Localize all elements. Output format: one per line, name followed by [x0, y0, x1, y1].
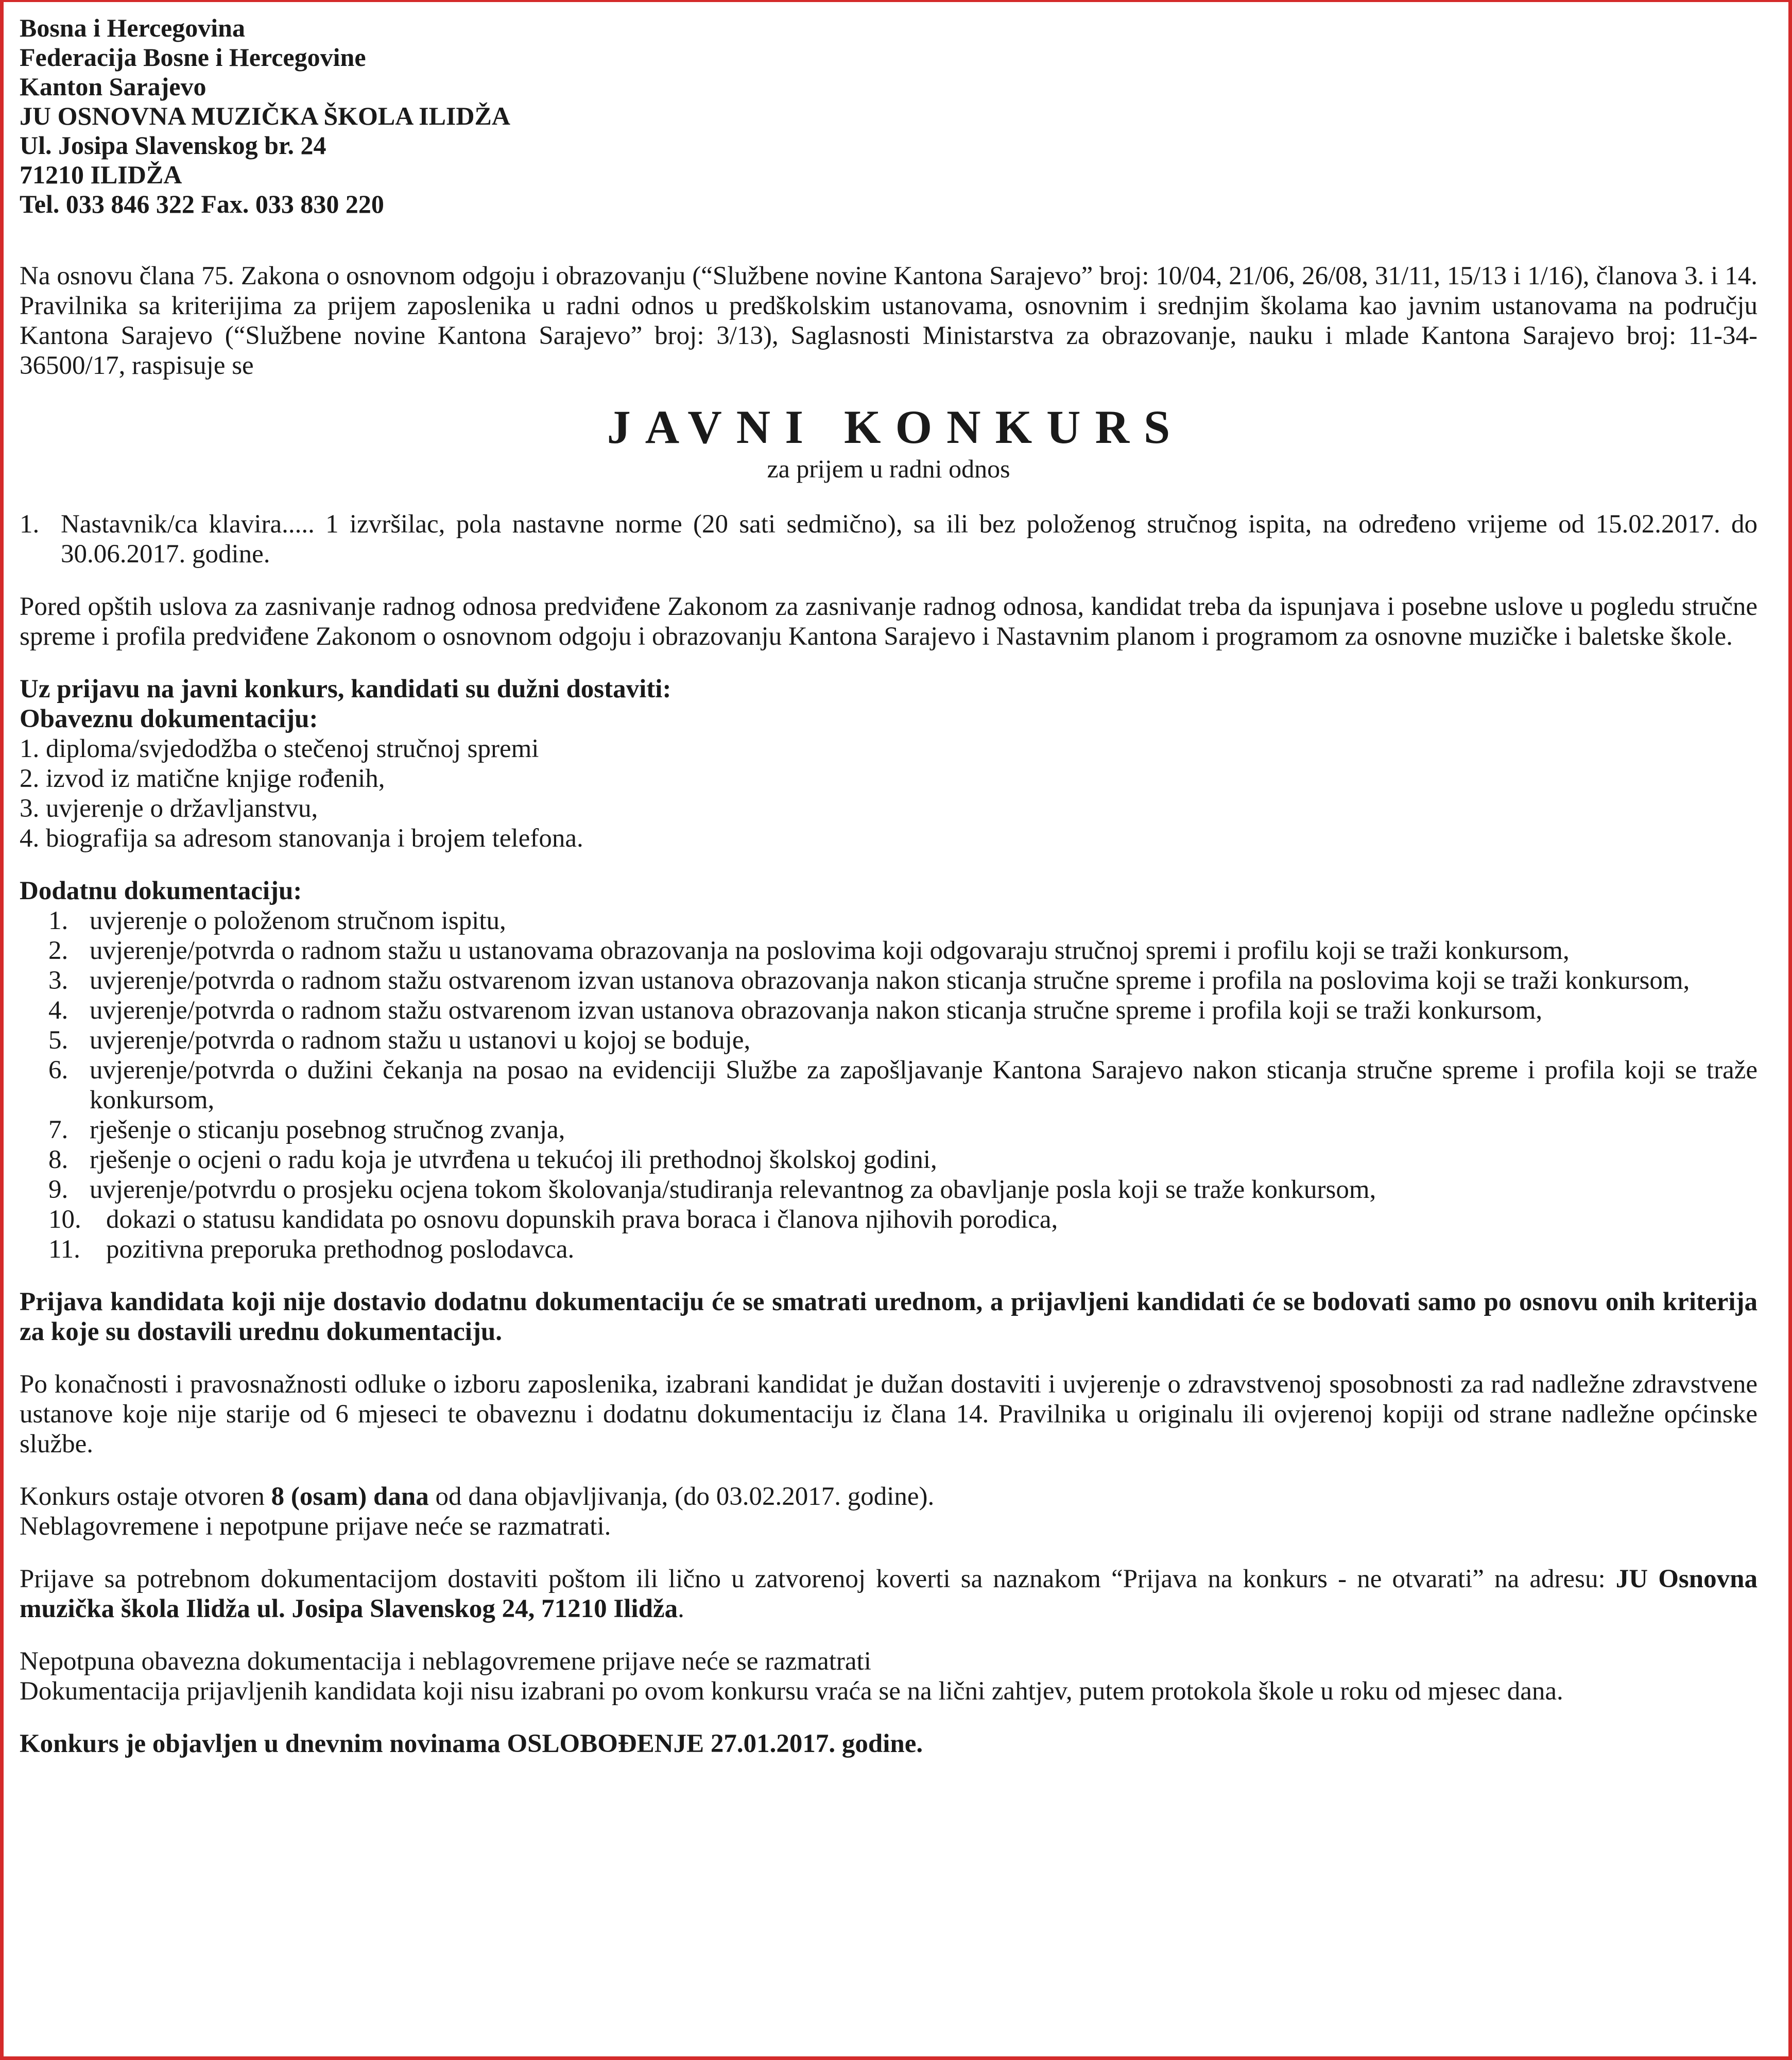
late-notice: Neblagovremene i nepotpune prijave neće se razmatrati. — [20, 1512, 611, 1541]
item-text: pozitivna preporuka prethodnog poslodavca. — [106, 1235, 575, 1264]
published-note: Konkurs je objavljen u dnevnim novinama OSLOBOĐENJE 27.01.2017. godine. — [20, 1729, 923, 1758]
final-docs-paragraph: Po konačnosti i pravosnažnosti odluke o izboru zaposlenika, izabrani kandidat je dužan dostaviti i uvjerenje o zdravstvenoj sposobnosti za rad nadležne zdravstvene ustanove koje nije starije od 6 mjeseci te obaveznu i dodatnu dokumentaciju iz člana 14. Pravilnika u originalu ili ovjerenoj kopiji od strane nadležne općinske službe. — [20, 1370, 1757, 1458]
deadline-post: od dana objavljivanja, (do 03.02.2017. godine). — [428, 1482, 935, 1511]
item-number: 7. — [48, 1115, 68, 1144]
item-text: rješenje o sticanju posebnog stručnog zvanja, — [90, 1115, 565, 1144]
item-number: 5. — [48, 1026, 68, 1055]
mandatory-heading: Obaveznu dokumentaciju: — [20, 705, 318, 733]
item-text: uvjerenje/potvrda o radnom stažu u ustanovi u kojoj se boduje, — [90, 1026, 751, 1055]
additional-item — [48, 1115, 1757, 1145]
item-number: 9. — [48, 1175, 68, 1204]
additional-item — [48, 1205, 1757, 1234]
mandatory-item: 2. izvod iz matične knjige rođenih, — [20, 764, 385, 793]
closing-line-2: Dokumentacija prijavljenih kandidata koji nisu izabrani po ovom konkursu vraća se na lični zahtjev, putem protokola škole u roku od mjesec dana. — [20, 1677, 1563, 1706]
mandatory-item: 4. biografija sa adresom stanovanja i brojem telefona. — [20, 824, 583, 853]
additional-item — [48, 1234, 1757, 1264]
additional-item — [48, 995, 1757, 1025]
deadline-pre: Konkurs ostaje otvoren — [20, 1482, 271, 1511]
header-federation: Federacija Bosne i Hercegovine — [20, 43, 366, 72]
header-city: 71210 ILIDŽA — [20, 160, 182, 189]
item-number: 1. — [48, 906, 68, 935]
item-number: 8. — [48, 1145, 68, 1174]
deadline-paragraph — [20, 1482, 1757, 1512]
item-number: 11. — [48, 1235, 80, 1264]
mandatory-item: 3. uvjerenje o državljanstvu, — [20, 794, 318, 823]
item-text: uvjerenje o položenom stručnom ispitu, — [90, 906, 506, 935]
header-street: Ul. Josipa Slavenskog br. 24 — [20, 131, 326, 160]
header-school: JU OSNOVNA MUZIČKA ŠKOLA ILIDŽA — [20, 101, 510, 130]
additional-item — [48, 1175, 1757, 1205]
item-text: uvjerenje/potvrda o radnom stažu ostvarenom izvan ustanova obrazovanja nakon sticanja stručne spreme i profila koji se traži konkursom, — [90, 996, 1543, 1025]
mandatory-list — [20, 734, 1757, 853]
item-number: 3. — [48, 966, 68, 995]
additional-item — [48, 1145, 1757, 1175]
header-phone-fax: Tel. 033 846 322 Fax. 033 830 220 — [20, 190, 384, 218]
docs-heading: Uz prijavu na javni konkurs, kandidati su dužni dostaviti: — [20, 675, 671, 703]
item-number: 4. — [48, 996, 68, 1025]
submission-post: . — [678, 1594, 684, 1623]
page-title: JAVNI KONKURS — [607, 401, 1185, 453]
position-number: 1. — [20, 510, 40, 539]
submission-pre: Prijave sa potrebnom dokumentacijom dostaviti poštom ili lično u zatvorenoj koverti sa naznakom “Prijava na konkurs - ne otvarati” na adresu: — [20, 1565, 1616, 1593]
additional-item — [48, 966, 1757, 995]
deadline-days: 8 (osam) dana — [271, 1482, 429, 1511]
position-item — [20, 509, 1757, 569]
item-text: uvjerenje/potvrda o radnom stažu ostvarenom izvan ustanova obrazovanja nakon sticanja stručne spreme i profila na poslovima koji se traži konkursom, — [90, 966, 1690, 995]
item-text: uvjerenje/potvrda o radnom stažu u ustanovama obrazovanja na poslovima koji odgovaraju stručnoj spremi i profilu koji se traži konkursom, — [90, 936, 1570, 965]
additional-list — [20, 906, 1757, 1264]
header-country: Bosna i Hercegovina — [20, 13, 245, 42]
item-text: dokazi o statusu kandidata po osnovu dopunskih prava boraca i članova njihovih porodica, — [106, 1205, 1058, 1234]
item-text: uvjerenje/potvrda o dužini čekanja na posao na evidenciji Službe za zapošljavanje Kantona Sarajevo nakon sticanja stručne spreme i profila koji se traže konkursom, — [90, 1056, 1757, 1114]
additional-item — [48, 1055, 1757, 1115]
item-number: 2. — [48, 936, 68, 965]
position-text: Nastavnik/ca klavira..... 1 izvršilac, pola nastavne norme (20 sati sedmično), sa ili bez položenog stručnog ispita, na određeno vrijeme od 15.02.2017. do 30.06.2017. godine. — [61, 510, 1757, 569]
conditions-paragraph: Pored opštih uslova za zasnivanje radnog odnosa predviđene Zakonom za zasnivanje radnog odnosa, kandidat treba da ispunjava i posebne uslove u pogledu stručne spreme i profila predviđene Zakonom o osnovnom odgoju i obrazovanju Kantona Sarajevo i Nastavnim planom i programom za osnovne muzičke i baletske škole. — [20, 592, 1757, 651]
header-canton: Kanton Sarajevo — [20, 72, 206, 101]
document — [20, 13, 1757, 1759]
additional-heading: Dodatnu dokumentaciju: — [20, 877, 302, 905]
mandatory-item: 1. diploma/svjedodžba o stečenoj stručnoj spremi — [20, 734, 539, 763]
intro-paragraph: Na osnovu člana 75. Zakona o osnovnom odgoju i obrazovanju (“Službene novine Kantona Sarajevo” broj: 10/04, 21/06, 26/08, 31/11, 15/13 i 1/16), članova 3. i 14. Pravilnika sa kriterijima za prijem zaposlenika u radni odnos u predškolskim ustanovama, osnovnim i srednjim školama kao javnim ustanovama na području Kantona Sarajevo (“Službene novine Kantona Sarajevo” broj: 3/13), Saglasnosti Ministarstva za obrazovanje, nauku i mlade Kantona Sarajevo broj: 11-34-36500/17, raspisuje se — [20, 262, 1757, 380]
submission-address: JU Osnovna muzička škola Ilidža ul. Josipa Slavenskog 24, 71210 Ilidža — [20, 1565, 1758, 1623]
item-number: 6. — [48, 1056, 68, 1085]
item-text: uvjerenje/potvrdu o prosjeku ocjena tokom školovanja/studiranja relevantnog za obavljanje posla koji se traže konkursom, — [90, 1175, 1376, 1204]
additional-item — [48, 1025, 1757, 1055]
closing-line-1: Nepotpuna obavezna dokumentacija i neblagovremene prijave neće se razmatrati — [20, 1647, 871, 1676]
submission-paragraph — [20, 1564, 1757, 1624]
page-subtitle: za prijem u radni odnos — [767, 454, 1010, 483]
additional-item — [48, 936, 1757, 966]
letterhead — [20, 13, 1757, 219]
bold-note: Prijava kandidata koji nije dostavio dodatnu dokumentaciju će se smatrati urednom, a prijavljeni kandidati će se bodovati samo po osnovu onih kriterija za koje su dostavili urednu dokumentaciju. — [20, 1288, 1757, 1346]
additional-item — [48, 906, 1757, 936]
item-text: rješenje o ocjeni o radu koja je utvrđena u tekućoj ili prethodnoj školskoj godini, — [90, 1145, 937, 1174]
item-number: 10. — [48, 1205, 81, 1234]
